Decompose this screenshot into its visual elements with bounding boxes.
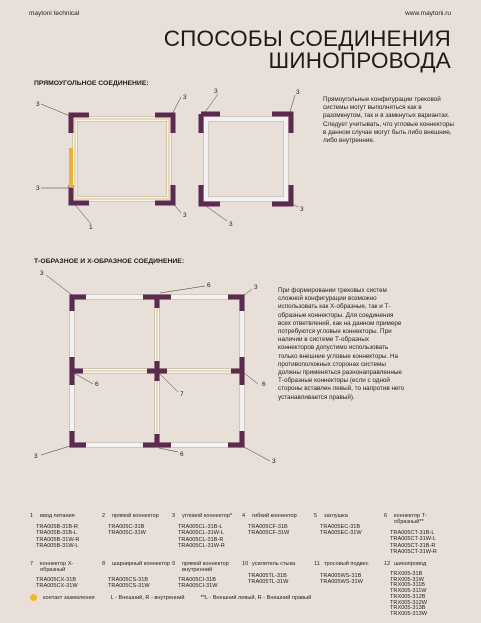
legend-code: TRA005EC-31W <box>320 530 362 537</box>
legend-code: TRX005-311W <box>390 588 427 595</box>
section-heading-rectangular: ПРЯМОУГОЛЬНОЕ СОЕДИНЕНИЕ: <box>34 80 149 87</box>
legend-name: прямой коннектор <box>112 513 159 519</box>
legend-code: TRA005CT-31W-R <box>390 548 437 555</box>
svg-text:6: 6 <box>180 451 184 458</box>
legend-name: коннектор Т-образный** <box>394 513 427 526</box>
legend-code: TRA005C-31B <box>108 524 145 530</box>
legend-num: 5 <box>314 513 318 519</box>
diagram-rect-outer <box>69 115 173 203</box>
svg-text:1: 1 <box>89 224 93 231</box>
legend-code: TRA005WS-31B <box>320 573 362 579</box>
legend-code: TRA005CX-31B <box>36 577 77 583</box>
legend-code: TRA005B-31W-L <box>36 542 79 549</box>
footer-note-2: **L - Внешний левый, R - Внешний правый <box>200 594 312 601</box>
legend-name: коннектор Х-образный <box>40 561 74 574</box>
svg-text:3: 3 <box>40 270 44 277</box>
legend-name: усилитель стыка <box>252 561 296 567</box>
title-line-2: ШИНОПРОВОДА <box>268 48 451 73</box>
svg-text:3: 3 <box>296 89 300 96</box>
legend-num: 8 <box>102 561 106 567</box>
svg-text:3: 3 <box>272 458 276 465</box>
legend-num: 10 <box>242 561 249 567</box>
legend-code: TRA005TL-31W <box>248 579 289 586</box>
diagram-rect-inner <box>201 114 291 204</box>
legend-code: TRX005-311B <box>390 582 426 589</box>
legend-code: TRA005CF-31W <box>248 530 290 537</box>
legend-codes <box>108 524 146 537</box>
ground-contact-icon <box>30 594 37 601</box>
legend-code: TRA005CL-31W-R <box>178 542 225 549</box>
legend-code: TRA005B-31W-R <box>36 536 80 543</box>
section-description-t-x: При формировании трековых систем сложной конфигурации возможно использовать как Х-образные, так и Т-образные коннекторы. Для соединения всех ответвлений, как на данном примере потребуются угловые коннекторы. При наличии в системе Т-образных коннекторов допустимо использовать только внешние угловые коннекторы. На противоположных сторонах системы должны применяться разнонаправленные Т-образные коннекторы (если с одной стороны вставлен левый, то напротив него устанавливается правый). <box>278 287 405 401</box>
section-description-rectangular: Прямоугольные конфигурации трековой системы могут выполняться как в разомкнутом, так и в замкнутых вариантах. Следует учитывать, что угловые коннекторы в данном случае могут быть либо внешние, либо внутренние. <box>323 96 454 145</box>
svg-text:3: 3 <box>36 101 40 108</box>
legend-num: 9 <box>172 561 176 567</box>
legend-code: TRA005CT-31B-L <box>390 530 435 536</box>
legend-code: TRA005CI-31B <box>178 577 216 583</box>
legend-code: TRX005-31W <box>390 576 424 583</box>
legend-code: TRA005TL-31B <box>248 573 287 579</box>
legend-code: TRA005CI-31W <box>178 583 218 590</box>
legend-code: TRA005CX-31W <box>36 583 78 590</box>
legend-code: TRA005WS-31W <box>320 579 363 586</box>
legend-code: TRA005CS-31W <box>108 583 150 590</box>
legend-codes <box>390 572 427 618</box>
legend-code: TRA005CS-31B <box>108 577 149 583</box>
legend-name: шарнирный коннектор <box>112 561 170 567</box>
diagram-t-x <box>72 297 242 445</box>
svg-text:3: 3 <box>300 206 304 213</box>
svg-text:3: 3 <box>254 284 258 291</box>
title-line-1: СПОСОБЫ СОЕДИНЕНИЯ <box>163 26 451 51</box>
svg-text:6: 6 <box>262 381 266 388</box>
legend-codes <box>178 577 217 590</box>
brand-label: maytoni technical <box>29 10 80 17</box>
legend-num: 11 <box>314 561 320 567</box>
svg-text:6: 6 <box>95 381 99 388</box>
legend-code: TRA005CL-31W-L <box>178 530 224 537</box>
legend-name: заглушка <box>324 513 348 519</box>
legend-code: TRA005CL-31B-R <box>178 536 224 543</box>
svg-text:3: 3 <box>36 185 40 192</box>
legend-name: тросовый подвес <box>324 561 369 567</box>
svg-text:3: 3 <box>183 94 187 101</box>
legend-code: TRA005CF-31B <box>248 524 288 530</box>
legend-code: TRA005C-31W <box>108 530 146 537</box>
svg-text:6: 6 <box>207 282 211 289</box>
svg-text:3: 3 <box>229 221 233 228</box>
legend-num: 2 <box>102 513 106 519</box>
legend-codes <box>248 524 289 537</box>
legend-code: TRX005-312B <box>390 593 426 600</box>
legend-code: TRA005CT-31B-R <box>390 542 436 549</box>
section-heading-t-x: Т-ОБРАЗНОЕ И Х-ОБРАЗНОЕ СОЕДИНЕНИЕ: <box>34 258 185 265</box>
legend-code: TRA005CT-31W-L <box>390 536 436 543</box>
legend-name: шинопровод <box>394 561 427 567</box>
footer-note-1: L - Внешний, R - внутренний <box>110 594 185 601</box>
legend-code: TRA005CL-31B-L <box>178 524 223 530</box>
legend-codes <box>320 524 362 537</box>
svg-text:3: 3 <box>214 88 218 95</box>
legend-num: 12 <box>384 561 391 567</box>
legend-name: гибкий коннектор <box>252 513 297 519</box>
legend-code: TRX005-313W <box>390 610 427 617</box>
legend-code: TRA005B-31B-L <box>36 530 78 537</box>
legend-num: 1 <box>30 513 34 519</box>
footer <box>30 594 327 601</box>
legend-code: TRX005-312W <box>390 599 427 606</box>
legend-code: TRA005EC-31B <box>320 524 361 530</box>
svg-text:7: 7 <box>180 391 184 398</box>
legend-num: 4 <box>242 513 246 519</box>
footer-ground: контакт заземления <box>43 594 95 601</box>
svg-text:3: 3 <box>34 453 38 460</box>
legend-codes <box>36 577 78 590</box>
legend-code: TRX005-313B <box>390 605 426 612</box>
legend-codes <box>248 573 288 586</box>
legend-num: 7 <box>30 561 34 567</box>
svg-text:3: 3 <box>183 212 187 219</box>
legend-code: TRA005B-31B-R <box>36 524 78 530</box>
legend-name: угловой коннектор* <box>182 513 233 519</box>
site-url: www.maytoni.ru <box>405 10 451 17</box>
legend-codes <box>178 524 225 549</box>
legend-num: 3 <box>172 513 176 519</box>
legend-name: ввод питания <box>40 513 75 519</box>
legend-codes <box>390 530 437 555</box>
legend-codes <box>320 573 363 586</box>
legend-name: прямой коннектор внутренний <box>182 561 229 574</box>
legend-code: TRX005-31B <box>390 571 423 577</box>
legend-num: 6 <box>384 513 388 519</box>
legend-codes <box>36 524 79 549</box>
legend-codes <box>108 577 150 590</box>
